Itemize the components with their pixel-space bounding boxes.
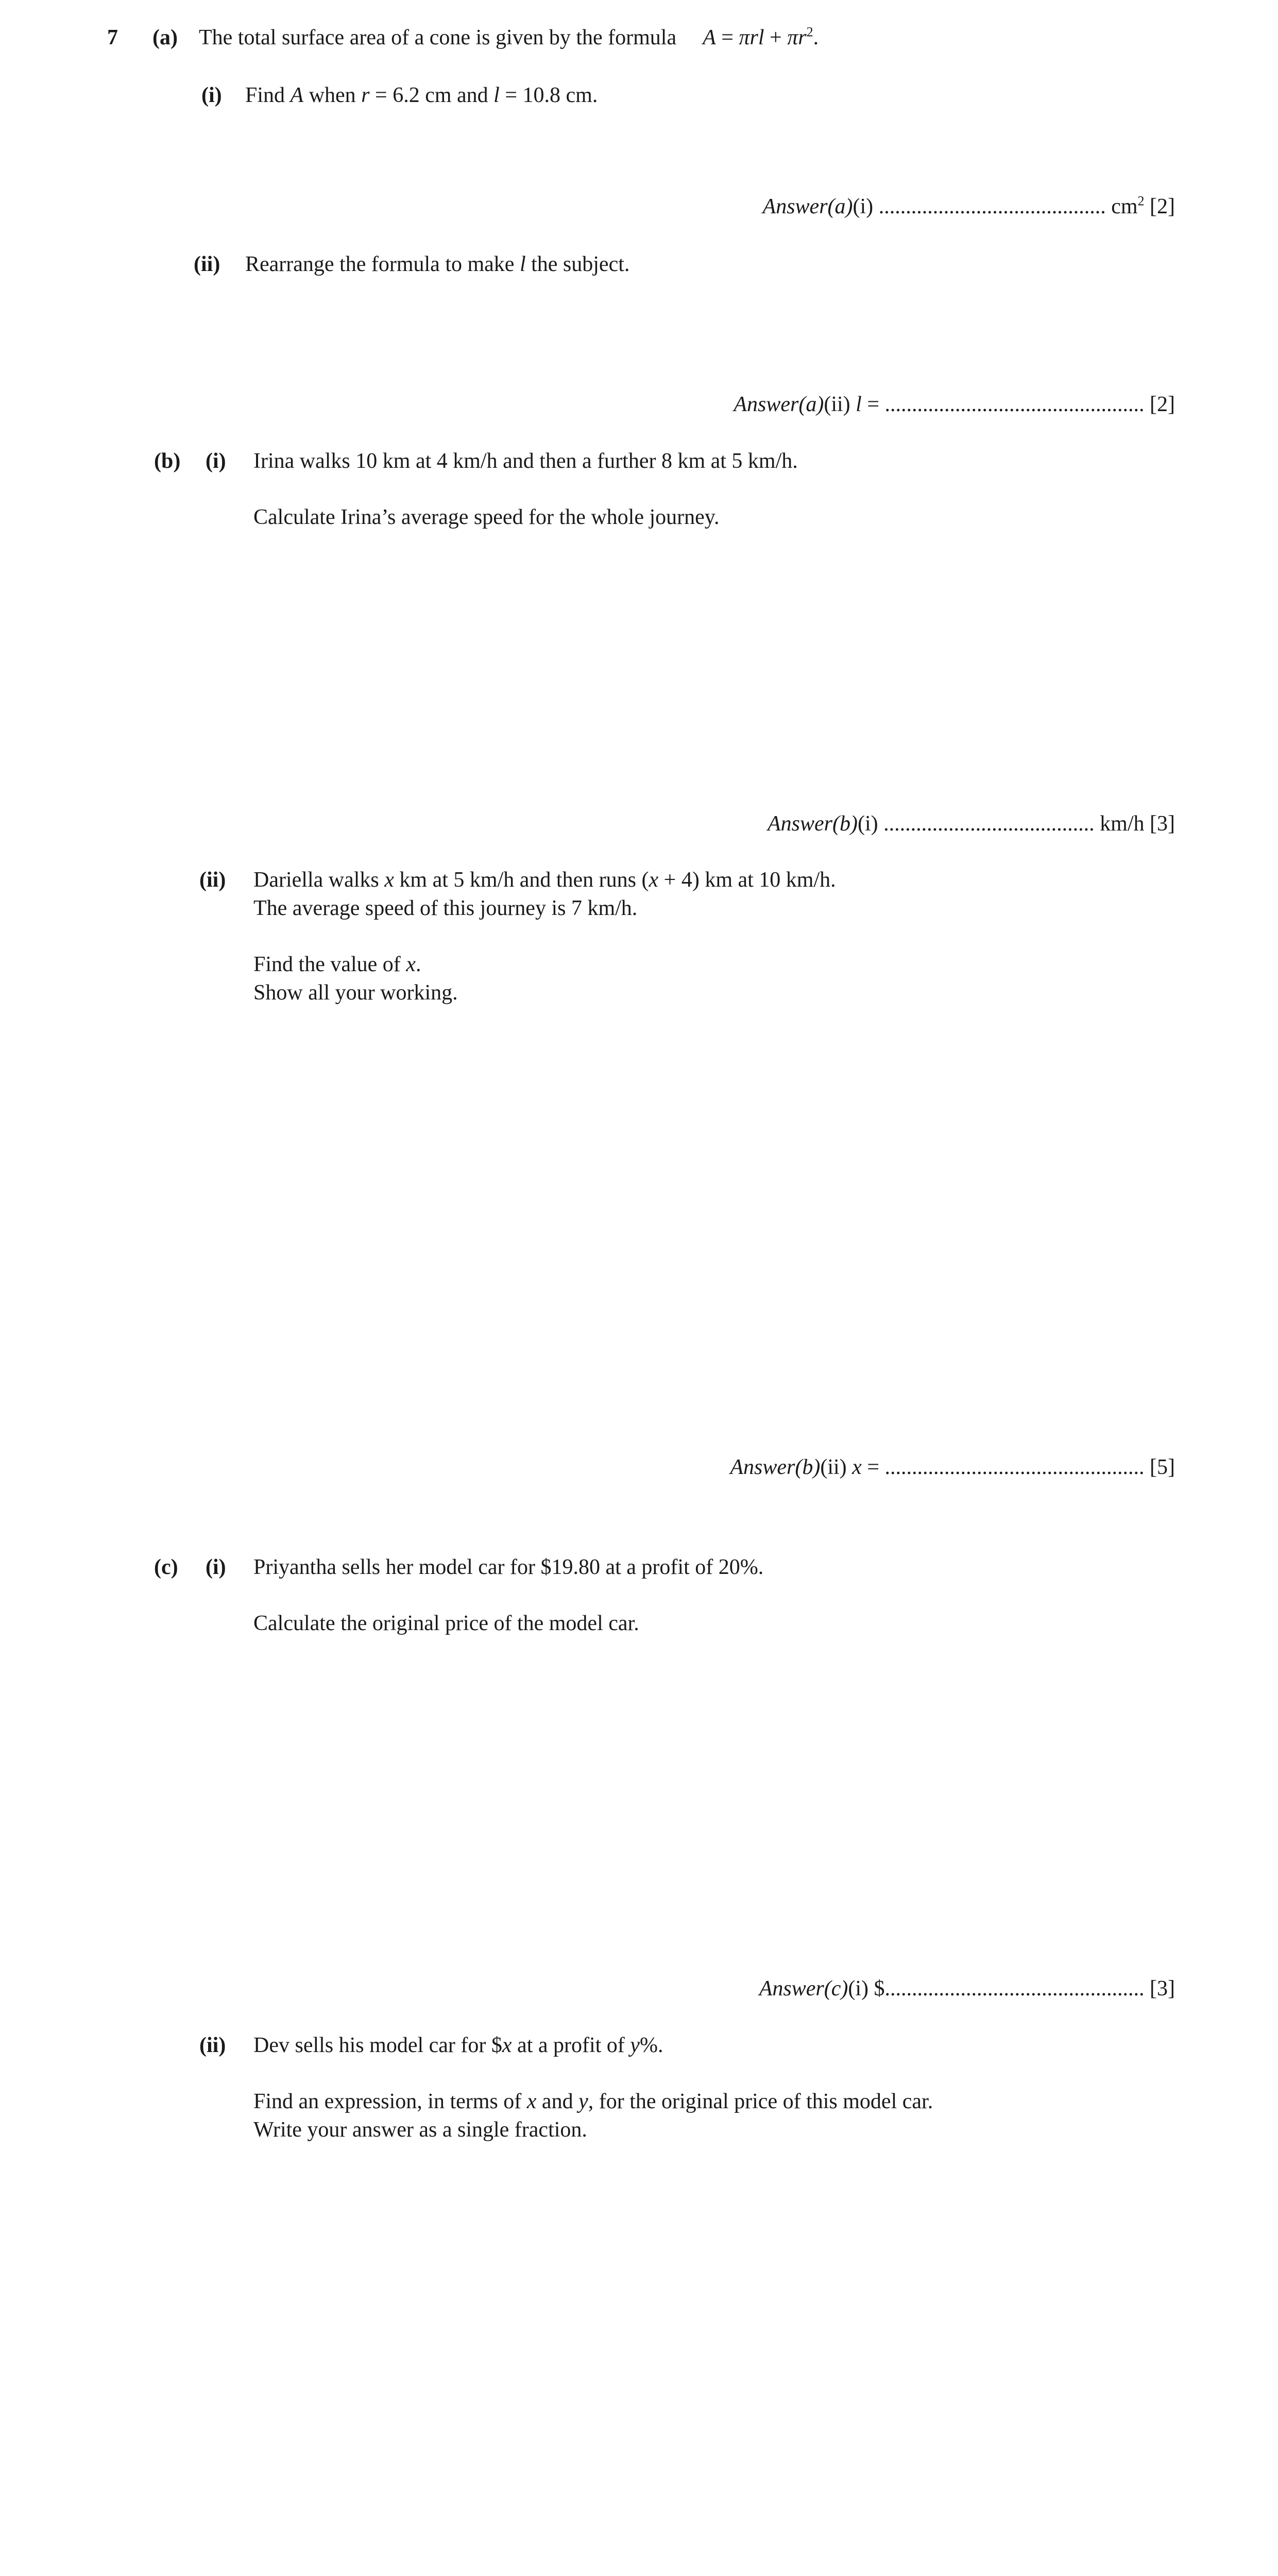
cone-area-formula: A [703, 26, 716, 49]
part-b-i-label: (i) [206, 449, 226, 473]
part-b-ii-line2: The average speed of this journey is 7 km/h. [253, 896, 638, 920]
part-c-ii-instruction1: Find an expression, in terms of x and y, for the original price of this model car. [253, 2090, 933, 2113]
part-c-label: (c) [154, 1555, 178, 1579]
part-b-ii-instruction1: Find the value of x. [253, 953, 421, 976]
answer-c-i-line: Answer(c)(i) $................................................ [3] [759, 1977, 1175, 2001]
marks-b-i: [3] [1150, 812, 1175, 836]
part-c-i-instruction: Calculate the original price of the model car. [253, 1612, 639, 1635]
answer-a-ii-dots[interactable]: ................................................ [884, 393, 1145, 416]
part-a-stem-text: The total surface area of a cone is given by the formula [199, 26, 677, 49]
answer-b-ii-dots[interactable]: ................................................ [884, 1455, 1145, 1479]
answer-b-ii-line: Answer(b)(ii) x = ................................................ [5] [730, 1455, 1175, 1479]
marks-c-i: [3] [1150, 1977, 1175, 2001]
part-b-i-question: Irina walks 10 km at 4 km/h and then a further 8 km at 5 km/h. [253, 449, 798, 473]
question-number: 7 [107, 26, 118, 49]
answer-b-i-dots[interactable]: ....................................... [883, 812, 1095, 836]
part-a-i-label: (i) [201, 83, 222, 107]
unit-b-i: km/h [1100, 812, 1145, 836]
answer-a-ii-line: Answer(a)(ii) l = ................................................ [2] [734, 393, 1175, 416]
marks-a-ii: [2] [1150, 393, 1175, 416]
part-b-ii-instruction2: Show all your working. [253, 981, 458, 1005]
answer-a-i-dots[interactable]: .......................................... [878, 195, 1106, 218]
part-c-ii-label: (ii) [199, 2033, 226, 2057]
marks-a-i: [2] [1150, 195, 1175, 218]
marks-b-ii: [5] [1150, 1455, 1175, 1479]
part-b-ii-line1: Dariella walks x km at 5 km/h and then runs (x + 4) km at 10 km/h. [253, 868, 836, 892]
part-c-i-question: Priyantha sells her model car for $19.80 at a profit of 20%. [253, 1555, 764, 1579]
part-a-label: (a) [152, 26, 178, 49]
answer-a-i-line: Answer(a)(i) .......................................... $cm^2$ [2] [762, 193, 1175, 218]
part-c-ii-question: Dev sells his model car for $x at a profit of y%. [253, 2033, 663, 2057]
part-a-ii-label: (ii) [194, 252, 220, 276]
answer-c-i-dots[interactable]: ................................................ [884, 1977, 1145, 2001]
part-a-ii-question: Rearrange the formula to make l the subject. [245, 252, 630, 276]
part-b-label: (b) [154, 449, 181, 473]
answer-b-i-line: Answer(b)(i) ....................................... km/h [3] [768, 812, 1175, 836]
part-a-stem: The total surface area of a cone is given by the formula $A = \pi rl + \pi r^2$. [199, 24, 819, 49]
part-c-i-label: (i) [206, 1555, 226, 1579]
part-c-ii-instruction2: Write your answer as a single fraction. [253, 2118, 587, 2142]
part-b-ii-label: (ii) [199, 868, 226, 892]
part-b-i-instruction: Calculate Irina’s average speed for the whole journey. [253, 505, 720, 529]
part-a-i-question: Find A when r = 6.2 cm and l = 10.8 cm. [245, 83, 598, 107]
